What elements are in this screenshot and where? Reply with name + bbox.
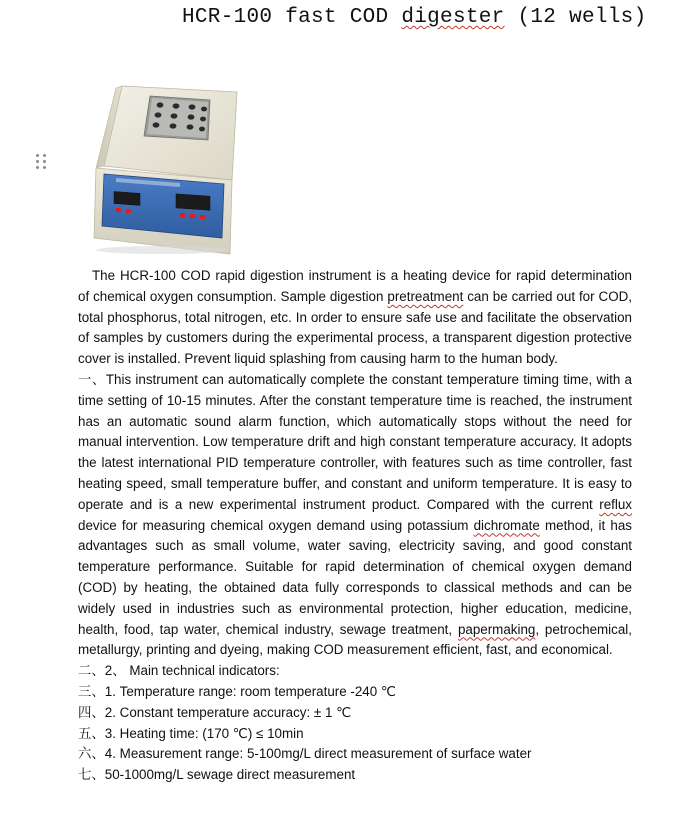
product-photo [92,78,242,258]
spellcheck-word: reflux [599,496,632,512]
intro-text-1: The HCR-100 COD rapid digestion instrument is a heating device for rapid determination of chemical oxygen consumption. Sample digestion [78,268,632,304]
section1-text-4: , petrochemical, metallurgy, printing and dyeing, making COD measurement efficient, fast, and economical. [78,621,632,658]
display-left [114,192,140,206]
indicators-heading: 二、2、 Main technical indicators: [78,663,280,679]
spellcheck-word: pretreatment [387,288,464,304]
section1-text-2: device for measuring chemical oxygen demand using potassium [78,517,474,533]
section1-text-1: 一、This instrument can automatically complete the constant temperature timing time, with a time setting of 10-15 minutes. After the constant temperature time is reached, the instrument has an automatic sound alarm function, which automatically stops without the need for manual intervention. Low temperature drift and high constant temperature accuracy. It adopts the latest international PID temperature controller, with features such as time controller, fast heating speed, small temperature buffer, and constant and uniform temperature. It is easy to operate and is a new experimental instrument product. Compared with the current [78,371,632,512]
display-right [176,194,210,210]
section1-text-3: method, it has advantages such as small volume, water saving, electricity saving, and good constant temperature performance. Suitable for rapid determination of chemical oxygen demand (COD) by heating, the obtained data fully corresponds to classical methods and can be widely used in industries such as environmental protection, higher education, medicine, health, food, tap water, chemical industry, sewage treatment, [78,517,632,637]
intro-paragraph [78,266,632,370]
spellcheck-word: dichromate [473,517,540,533]
intro-text-2: can be carried out for COD, total phosphorus, total nitrogen, etc. In order to ensure safe use and facilitate the observation of samples by customers during the experimental process, a transparent digestion protective cover is installed. Prevent liquid splashing from causing harm to the human body. [78,288,632,367]
drag-handle-icon[interactable] [36,154,48,170]
indicator-item: 四、2. Constant temperature accuracy: ± 1 ℃ [78,704,352,720]
indicator-item: 六、4. Measurement range: 5-100mg/L direct measurement of surface water [78,746,532,762]
document-title [182,4,647,32]
section1-paragraph [78,370,632,661]
indicator-item: 五、3. Heating time: (170 ℃) ≤ 10min [78,725,304,741]
indicator-item: 三、1. Temperature range: room temperature -240 ℃ [78,683,396,699]
body-text [78,266,632,786]
indicator-item: 七、50-1000mg/L sewage direct measurement [78,767,356,783]
spellcheck-word: papermaking [457,621,536,637]
spellcheck-word: digester [401,6,505,29]
document-title-text: HCR-100 fast COD digester (12 wells) [182,6,647,29]
